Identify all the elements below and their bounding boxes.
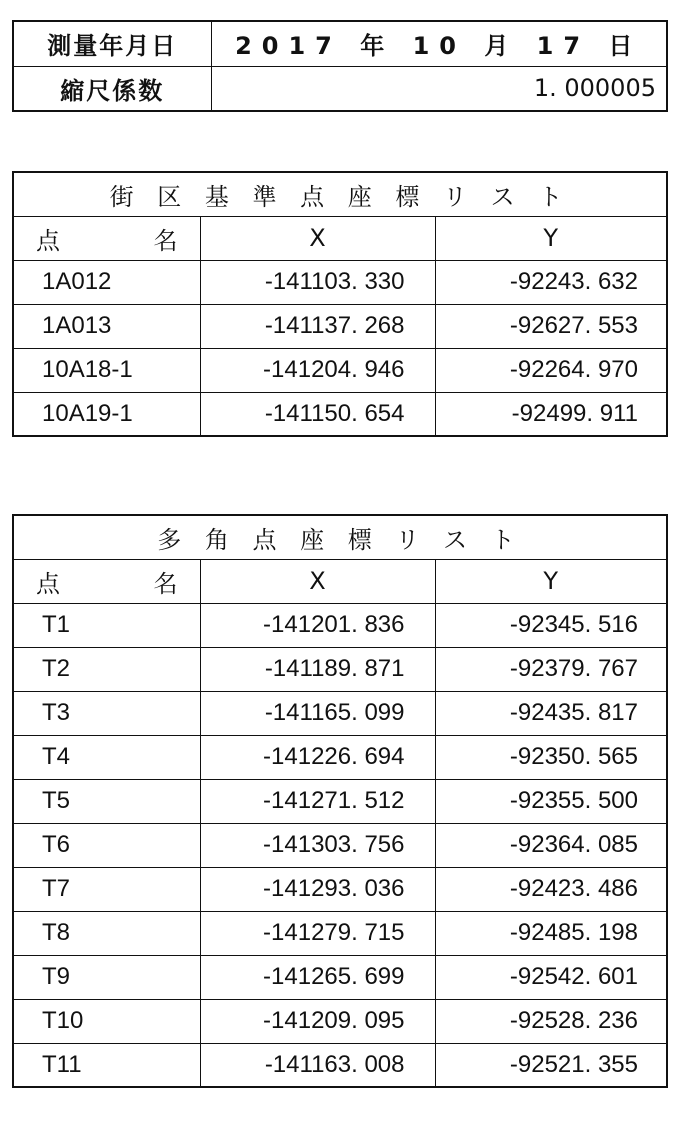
y-value-cell: -92350. 565 [435,735,667,779]
table-row [13,304,667,348]
scale-factor-value: 1. 000005 [211,66,667,111]
scale-factor-row [13,66,667,111]
x-value-cell: -141293. 036 [200,867,435,911]
y-header: Y [435,216,667,260]
table-header-row [13,559,667,603]
point-name-cell: T3 [13,691,200,735]
table-row [13,867,667,911]
point-name-cell: T1 [13,603,200,647]
table-row [13,392,667,436]
point-name-cell: 10A18-1 [13,348,200,392]
point-name-cell: T8 [13,911,200,955]
table-row [13,647,667,691]
district-table-title: 街 区 基 準 点 座 標 リ ス ト [13,172,667,216]
point-name-cell: T11 [13,1043,200,1087]
y-value-cell: -92499. 911 [435,392,667,436]
x-value-cell: -141226. 694 [200,735,435,779]
y-value-cell: -92364. 085 [435,823,667,867]
point-name-header-part1: 点 [36,569,60,598]
table-row [13,823,667,867]
y-value-cell: -92423. 486 [435,867,667,911]
point-name-header-part2: 名 [153,569,178,598]
point-name-cell: T7 [13,867,200,911]
table-row [13,955,667,999]
point-name-cell: T2 [13,647,200,691]
x-value-cell: -141163. 008 [200,1043,435,1087]
y-value-cell: -92345. 516 [435,603,667,647]
table-row [13,260,667,304]
table-row [13,735,667,779]
point-name-cell: 1A013 [13,304,200,348]
x-header: X [200,559,435,603]
scale-factor-label: 縮尺係数 [13,66,211,111]
survey-date-label: 測量年月日 [13,21,211,66]
table-row [13,348,667,392]
y-value-cell: -92379. 767 [435,647,667,691]
table-row [13,603,667,647]
point-name-cell: T4 [13,735,200,779]
survey-date-value: 2017 年 10 月 17 日 [211,21,667,66]
table-row [13,999,667,1043]
survey-info-table [12,20,668,112]
y-header: Y [435,559,667,603]
y-value-cell: -92528. 236 [435,999,667,1043]
y-value-cell: -92485. 198 [435,911,667,955]
y-value-cell: -92243. 632 [435,260,667,304]
point-name-header [13,559,200,603]
table-title-row [13,172,667,216]
x-header: X [200,216,435,260]
district-control-point-table [12,171,668,437]
y-value-cell: -92542. 601 [435,955,667,999]
polygon-table-title: 多 角 点 座 標 リ ス ト [13,515,667,559]
x-value-cell: -141204. 946 [200,348,435,392]
x-value-cell: -141150. 654 [200,392,435,436]
point-name-cell: 1A012 [13,260,200,304]
point-name-header [13,216,200,260]
x-value-cell: -141279. 715 [200,911,435,955]
y-value-cell: -92435. 817 [435,691,667,735]
point-name-cell: 10A19-1 [13,392,200,436]
table-title-row [13,515,667,559]
survey-date-row [13,21,667,66]
x-value-cell: -141209. 095 [200,999,435,1043]
x-value-cell: -141137. 268 [200,304,435,348]
traverse-point-table [12,514,668,1088]
point-name-cell: T6 [13,823,200,867]
point-name-header-part2: 名 [153,226,178,255]
y-value-cell: -92521. 355 [435,1043,667,1087]
table-row [13,1043,667,1087]
x-value-cell: -141103. 330 [200,260,435,304]
x-value-cell: -141201. 836 [200,603,435,647]
x-value-cell: -141265. 699 [200,955,435,999]
x-value-cell: -141165. 099 [200,691,435,735]
point-name-cell: T9 [13,955,200,999]
table-row [13,691,667,735]
y-value-cell: -92627. 553 [435,304,667,348]
point-name-cell: T5 [13,779,200,823]
table-row [13,779,667,823]
x-value-cell: -141303. 756 [200,823,435,867]
x-value-cell: -141271. 512 [200,779,435,823]
point-name-header-part1: 点 [36,226,60,255]
y-value-cell: -92264. 970 [435,348,667,392]
y-value-cell: -92355. 500 [435,779,667,823]
table-header-row [13,216,667,260]
x-value-cell: -141189. 871 [200,647,435,691]
point-name-cell: T10 [13,999,200,1043]
table-row [13,911,667,955]
